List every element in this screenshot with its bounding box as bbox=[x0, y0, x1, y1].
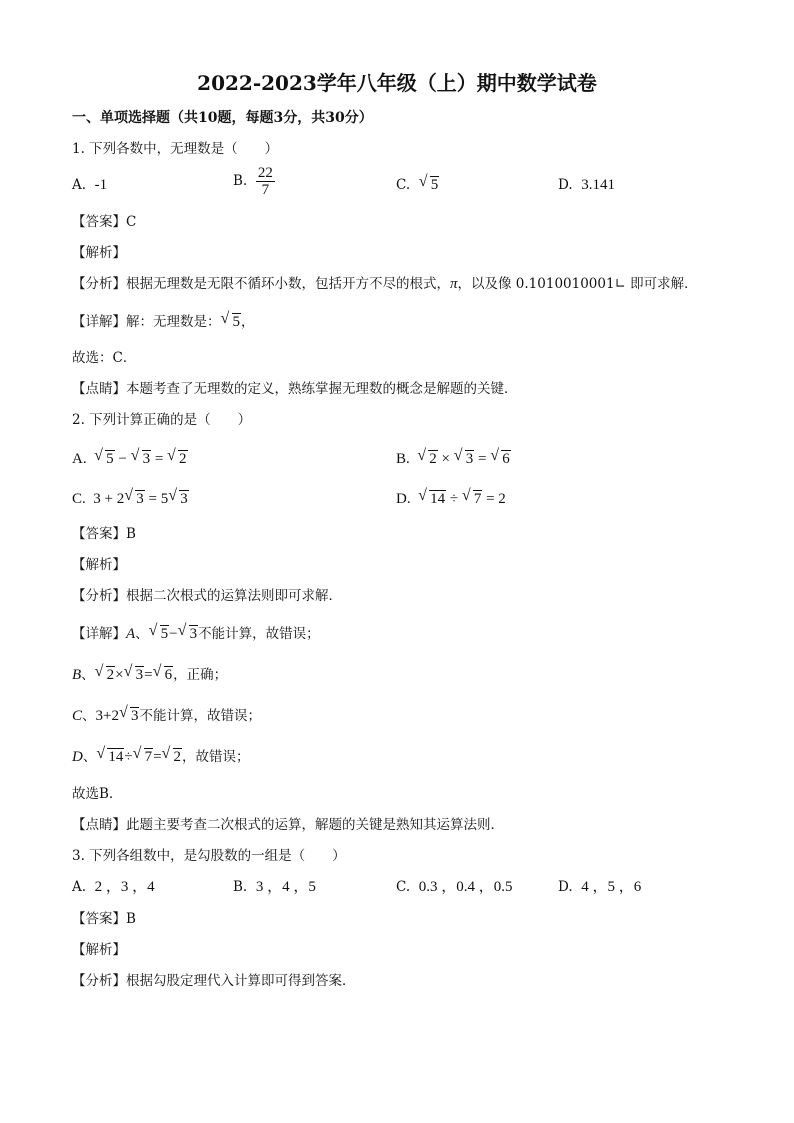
q2-detail-c-letter: C bbox=[72, 708, 83, 724]
detail-tag: 【详解】 bbox=[72, 314, 126, 330]
q3-b-label: B. bbox=[233, 879, 248, 895]
q2-choose: 故选B． bbox=[72, 786, 123, 802]
q2-d-sqrt-2: √ 7 bbox=[461, 487, 482, 507]
q1-option-a bbox=[72, 175, 107, 195]
comment-tag: 【点睛】 bbox=[72, 381, 126, 397]
q2-b-operator: × bbox=[441, 451, 450, 467]
comment-tag: 【点睛】 bbox=[72, 817, 126, 833]
q2-d-label: D. bbox=[396, 491, 411, 507]
q2-detail-a-operator: − bbox=[169, 626, 178, 642]
q2-d-operator: ÷ bbox=[449, 491, 459, 507]
q2-detail-b-letter: B bbox=[72, 667, 82, 683]
q1-option-c bbox=[396, 175, 439, 195]
q2-analysis-tag: 【解析】 bbox=[72, 557, 126, 573]
q2-fenxi-text: 根据二次根式的运算法则即可求解． bbox=[126, 588, 342, 604]
q2-fenxi bbox=[72, 586, 342, 606]
q2-detail-d-equals: = bbox=[153, 749, 162, 765]
q2-detail-a-sqrt-2: √ 3 bbox=[177, 622, 198, 642]
q2-a-sqrt-3: √ 2 bbox=[167, 447, 187, 467]
q3-d-label: D. bbox=[558, 879, 573, 895]
q3-b-value: 3 ，4 ，5 bbox=[255, 879, 316, 895]
q2-c-sqrt-2: √ 3 bbox=[168, 487, 188, 507]
q2-a-operator: − bbox=[118, 451, 127, 467]
q1-detail-pre: 解：无理数是： bbox=[126, 314, 221, 330]
q3-c-value: 0.3 ，0.4 ，0.5 bbox=[418, 879, 513, 895]
answer-tag: 【答案】 bbox=[72, 214, 126, 230]
q2-a-sqrt-2: √ 3 bbox=[130, 447, 151, 467]
q2-c-label: C. bbox=[72, 491, 86, 507]
q2-detail-d bbox=[72, 747, 250, 767]
detail-tag: 【详解】 bbox=[72, 626, 126, 642]
q2-a-sqrt-1: √ 5 bbox=[94, 447, 114, 467]
q2-detail-d-letter: D bbox=[72, 749, 83, 765]
fenxi-tag: 【分析】 bbox=[72, 588, 126, 604]
q2-detail-a-sep: 、 bbox=[135, 626, 149, 642]
q1-a-value: -1 bbox=[94, 177, 108, 193]
q1-fenxi-pi: π bbox=[450, 276, 458, 292]
q2-detail-b-text: ，正确； bbox=[173, 667, 228, 683]
q2-b-sqrt-3: √ 6 bbox=[490, 447, 510, 467]
q3-a-value: 2 ，3 ，4 bbox=[94, 879, 155, 895]
q3-answer-value: B bbox=[126, 911, 136, 927]
q3-analysis-tag: 【解析】 bbox=[72, 942, 126, 958]
q2-detail-d-sep: 、 bbox=[82, 749, 97, 765]
q2-detail-b-sqrt-2: √ 3 bbox=[123, 663, 144, 683]
q1-b-denominator: 7 bbox=[261, 182, 270, 198]
q1-fenxi-post: ，以及像 0.1010010001∟ 即可求解． bbox=[457, 276, 698, 292]
q1-c-label: C. bbox=[396, 177, 411, 193]
q2-d-equals: = 2 bbox=[486, 491, 506, 507]
q2-detail-d-operator: ÷ bbox=[124, 749, 133, 765]
q2-c-equals: = 5 bbox=[144, 491, 169, 507]
q2-detail-a bbox=[72, 624, 320, 644]
q2-detail-a-letter: A bbox=[126, 626, 136, 642]
q1-answer bbox=[72, 212, 136, 232]
q1-b-fraction bbox=[256, 165, 275, 198]
q2-b-sqrt-2: √ 3 bbox=[453, 447, 474, 467]
q2-detail-c-text: 不能计算，故错误； bbox=[139, 708, 261, 724]
fenxi-tag: 【分析】 bbox=[72, 973, 126, 989]
q2-detail-c-sep: 、 bbox=[82, 708, 96, 724]
q1-answer-value: C bbox=[126, 214, 137, 230]
q1-analysis-tag: 【解析】 bbox=[72, 245, 126, 261]
q2-c-sqrt-1: √ 3 bbox=[124, 487, 144, 507]
q2-a-equals: = bbox=[154, 451, 164, 467]
fenxi-tag: 【分析】 bbox=[72, 276, 126, 292]
q2-b-sqrt-1: √ 2 bbox=[417, 447, 437, 467]
q1-c-sqrt: √ 5 bbox=[418, 173, 439, 193]
q3-option-a bbox=[72, 877, 155, 897]
exam-title: 2022-2023学年八年级（上）期中数学试卷 bbox=[197, 71, 597, 95]
q2-detail-b bbox=[72, 665, 227, 685]
q3-option-d bbox=[558, 877, 641, 897]
q2-detail-d-text: ，故错误； bbox=[182, 749, 250, 765]
answer-tag: 【答案】 bbox=[72, 911, 126, 927]
q2-detail-b-sqrt-1: √ 2 bbox=[94, 663, 115, 683]
q1-d-label: D. bbox=[558, 177, 573, 193]
q3-stem: 3. 下列各组数中，是勾股数的一组是（ ） bbox=[72, 848, 346, 864]
q1-detail-post: ， bbox=[241, 314, 255, 330]
q1-detail bbox=[72, 312, 255, 332]
answer-tag: 【答案】 bbox=[72, 526, 126, 542]
q2-comment bbox=[72, 815, 504, 835]
q2-detail-d-sqrt-2: √ 7 bbox=[132, 745, 153, 765]
q2-detail-b-equals: = bbox=[144, 667, 153, 683]
section-heading: 一、单项选择题（共10题，每题3分，共30分） bbox=[72, 110, 373, 126]
q2-detail-c bbox=[72, 706, 261, 726]
q2-detail-a-text: 不能计算，故错误； bbox=[198, 626, 320, 642]
q1-comment bbox=[72, 379, 518, 399]
q2-detail-a-sqrt-1: √ 5 bbox=[148, 622, 169, 642]
q2-comment-text: 此题主要考查二次根式的运算，解题的关键是熟知其运算法则． bbox=[126, 817, 504, 833]
q2-detail-d-sqrt-1: √ 14 bbox=[96, 745, 124, 765]
q2-detail-b-sep: 、 bbox=[81, 667, 95, 683]
q3-answer bbox=[72, 909, 136, 929]
q2-detail-b-operator: × bbox=[115, 667, 124, 683]
q3-option-b bbox=[233, 877, 316, 897]
q1-detail-sqrt: √ 5 bbox=[220, 310, 240, 330]
q3-option-c bbox=[396, 877, 513, 897]
q2-detail-c-prefix: 3+2 bbox=[95, 708, 119, 724]
q3-c-label: C. bbox=[396, 879, 411, 895]
q3-d-value: 4 ，5 ，6 bbox=[581, 879, 642, 895]
q1-fenxi-pre: 根据无理数是无限不循环小数，包括开方不尽的根式， bbox=[126, 276, 450, 292]
q2-stem: 2. 下列计算正确的是（ ） bbox=[72, 412, 252, 428]
q1-choose: 故选：C． bbox=[72, 350, 137, 366]
q1-option-b bbox=[233, 165, 275, 198]
q1-comment-text: 本题考查了无理数的定义，熟练掌握无理数的概念是解题的关键． bbox=[126, 381, 518, 397]
q2-b-label: B. bbox=[396, 451, 410, 467]
q2-option-d bbox=[396, 489, 506, 509]
q2-answer bbox=[72, 524, 136, 544]
q2-detail-d-sqrt-3: √ 2 bbox=[161, 745, 182, 765]
q1-b-label: B. bbox=[233, 173, 248, 189]
q2-detail-b-sqrt-3: √ 6 bbox=[152, 663, 173, 683]
q2-detail-c-sqrt: √ 3 bbox=[118, 704, 139, 724]
q2-option-b bbox=[396, 449, 511, 469]
q1-a-label: A. bbox=[72, 177, 87, 193]
q1-d-value: 3.141 bbox=[581, 177, 615, 193]
q2-option-a bbox=[72, 449, 188, 469]
q2-a-label: A. bbox=[72, 451, 87, 467]
q1-fenxi bbox=[72, 274, 698, 294]
q1-b-numerator: 22 bbox=[257, 165, 273, 181]
q1-option-d bbox=[558, 175, 615, 195]
q2-answer-value: B bbox=[126, 526, 136, 542]
q2-d-sqrt-1: √ 14 bbox=[418, 487, 446, 507]
q3-fenxi bbox=[72, 971, 356, 991]
q2-b-equals: = bbox=[477, 451, 487, 467]
q3-fenxi-text: 根据勾股定理代入计算即可得到答案． bbox=[126, 973, 356, 989]
q2-c-prefix: 3 + 2 bbox=[93, 491, 125, 507]
q1-stem: 1. 下列各数中，无理数是（ ） bbox=[72, 141, 279, 157]
q2-option-c bbox=[72, 489, 189, 509]
q3-a-label: A. bbox=[72, 879, 87, 895]
